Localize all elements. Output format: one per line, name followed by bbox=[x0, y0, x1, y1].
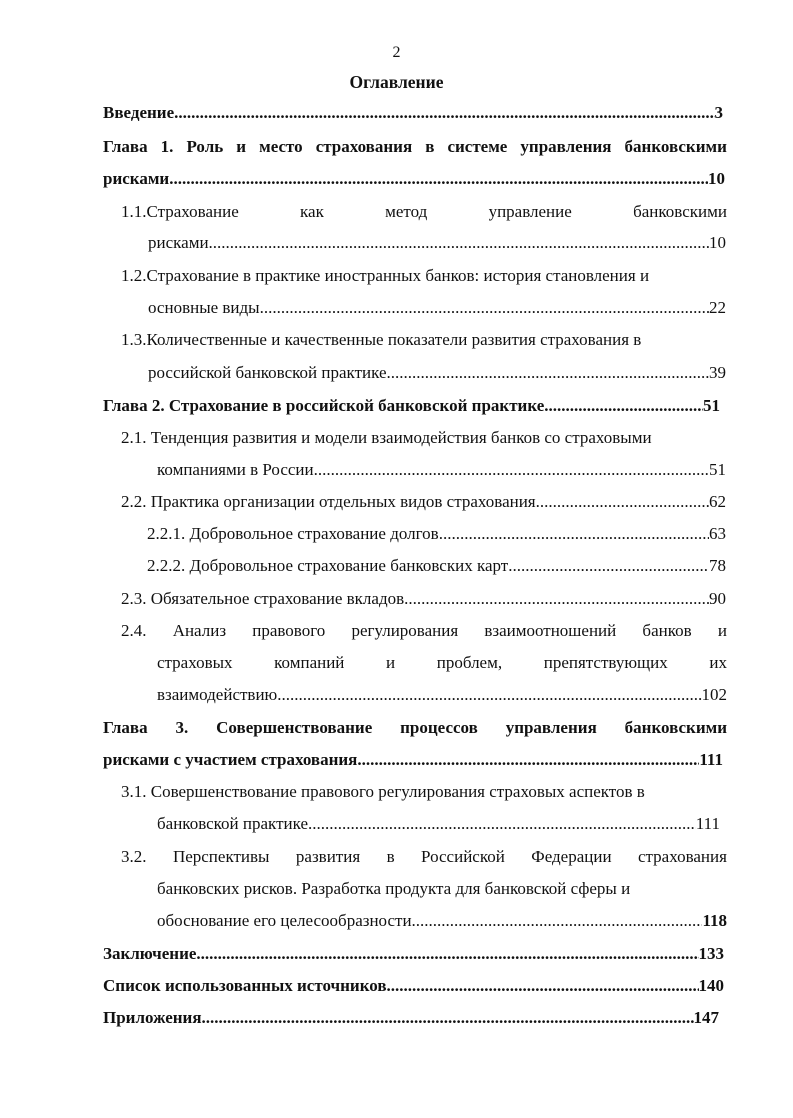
toc-entry-2-4-cont2[interactable] bbox=[157, 684, 727, 706]
toc-entry-chapter-3[interactable] bbox=[103, 717, 727, 739]
dot-leader bbox=[308, 813, 696, 835]
word: страхования bbox=[638, 847, 727, 866]
entry-page: 147 bbox=[693, 1008, 719, 1027]
entry-page: 22 bbox=[709, 298, 726, 317]
dot-leader bbox=[202, 1007, 694, 1029]
dot-leader bbox=[209, 232, 709, 254]
toc-entry-1-2[interactable] bbox=[121, 265, 727, 287]
entry-text: Глава 2. Страхование в российской банковской практике bbox=[103, 396, 545, 415]
word: взаимоотношений bbox=[484, 621, 617, 640]
word: и bbox=[717, 621, 727, 640]
entry-text: банковских рисков. Разработка продукта для банковской сферы и bbox=[157, 879, 631, 898]
entry-text: рисками bbox=[148, 233, 209, 252]
entry-text: 1.3.Количественные и качественные показатели развития страхования в bbox=[121, 330, 642, 349]
toc-entry-chapter-2[interactable] bbox=[103, 395, 720, 417]
word: Роль bbox=[186, 137, 224, 156]
toc-entry-3-2-cont[interactable] bbox=[157, 878, 727, 900]
word: 1. bbox=[160, 137, 174, 156]
toc-entry-2-2-1[interactable] bbox=[147, 523, 726, 545]
toc-entry-chapter-1[interactable] bbox=[103, 136, 727, 158]
entry-page: 118 bbox=[702, 911, 727, 930]
toc-entry-1-3[interactable] bbox=[121, 329, 727, 351]
word: системе bbox=[447, 137, 508, 156]
dot-leader bbox=[404, 588, 709, 610]
dot-leader bbox=[174, 102, 714, 124]
entry-page: 51 bbox=[703, 396, 720, 415]
entry-text: 3.1. Совершенствование правового регулирования страховых аспектов в bbox=[121, 782, 645, 801]
word: препятствующих bbox=[543, 653, 668, 672]
word: и bbox=[386, 653, 396, 672]
word: как bbox=[300, 202, 324, 221]
entry-text: 2.3. Обязательное страхование вкладов bbox=[121, 589, 405, 608]
word: Глава bbox=[103, 718, 148, 737]
toc-entry-1-1-cont[interactable] bbox=[148, 232, 726, 254]
word: в bbox=[386, 847, 395, 866]
toc-entry-appendix[interactable] bbox=[103, 1007, 719, 1029]
toc-entry-conclusion[interactable] bbox=[103, 943, 724, 965]
toc-entry-2-1-cont[interactable] bbox=[157, 459, 726, 481]
word: Перспективы bbox=[172, 847, 270, 866]
entry-page: 3 bbox=[714, 103, 723, 122]
word: 3. bbox=[175, 718, 189, 737]
entry-text: рисками bbox=[103, 169, 170, 188]
toc-entry-chapter-3-cont[interactable] bbox=[103, 749, 723, 771]
dot-leader bbox=[196, 943, 698, 965]
word: 3.2. bbox=[121, 847, 147, 866]
word: правового bbox=[252, 621, 326, 640]
entry-page: 90 bbox=[709, 589, 726, 608]
dot-leader bbox=[387, 362, 710, 384]
entry-page: 140 bbox=[698, 976, 724, 995]
dot-leader bbox=[508, 555, 709, 577]
entry-page: 111 bbox=[699, 750, 723, 769]
word: развития bbox=[295, 847, 361, 866]
entry-text: банковской практике bbox=[157, 814, 308, 833]
toc-entry-2-2-2[interactable] bbox=[147, 555, 726, 577]
entry-page: 78 bbox=[709, 556, 726, 575]
dot-leader bbox=[412, 910, 703, 932]
word: место bbox=[259, 137, 303, 156]
entry-text: 2.2.2. Добровольное страхование банковских карт bbox=[147, 556, 509, 575]
entry-text: 2.2. Практика организации отдельных видов страхования bbox=[121, 492, 536, 511]
page-number: 2 bbox=[392, 44, 401, 61]
entry-page: 111 bbox=[695, 814, 720, 833]
word: банковскими bbox=[624, 718, 727, 737]
word: 1.1.Страхование bbox=[121, 202, 239, 221]
entry-page: 51 bbox=[709, 460, 726, 479]
word: проблем, bbox=[436, 653, 503, 672]
toc-entry-2-3[interactable] bbox=[121, 588, 726, 610]
word: страхования bbox=[315, 137, 413, 156]
word: процессов bbox=[400, 718, 478, 737]
word: 2.4. bbox=[121, 621, 147, 640]
word: Совершенствование bbox=[216, 718, 373, 737]
entry-text: российской банковской практике bbox=[148, 363, 387, 382]
toc-title: Оглавление bbox=[349, 72, 444, 92]
word: компаний bbox=[274, 653, 345, 672]
entry-page: 39 bbox=[709, 363, 726, 382]
dot-leader bbox=[544, 395, 703, 417]
word: Анализ bbox=[172, 621, 227, 640]
entry-text: Приложения bbox=[103, 1008, 202, 1027]
word: управление bbox=[488, 202, 572, 221]
dot-leader bbox=[169, 168, 708, 190]
word: банков bbox=[642, 621, 692, 640]
word: Глава bbox=[103, 137, 148, 156]
word: в bbox=[425, 137, 435, 156]
entry-text: Список использованных источников bbox=[103, 976, 387, 995]
toc-entry-sources[interactable] bbox=[103, 975, 724, 997]
word: управления bbox=[520, 137, 612, 156]
toc-entry-3-2[interactable] bbox=[121, 846, 727, 868]
entry-text: 1.2.Страхование в практике иностранных банков: история становления и bbox=[121, 266, 650, 285]
toc-entry-1-1[interactable] bbox=[121, 201, 727, 223]
entry-page: 63 bbox=[709, 524, 726, 543]
toc-entry-3-2-cont2[interactable] bbox=[157, 910, 727, 932]
toc-entry-2-1[interactable] bbox=[121, 427, 727, 449]
word: страховых bbox=[157, 653, 233, 672]
entry-text: взаимодействию bbox=[157, 685, 278, 704]
entry-page: 10 bbox=[709, 233, 726, 252]
toc-entry-chapter-1-cont[interactable] bbox=[103, 168, 725, 190]
toc-entry-3-1-cont[interactable] bbox=[157, 813, 720, 835]
entry-text: рисками с участием страхования bbox=[103, 750, 358, 769]
entry-text: Заключение bbox=[103, 944, 197, 963]
toc-entry-3-1[interactable] bbox=[121, 781, 727, 803]
entry-text: Введение bbox=[103, 103, 175, 122]
dot-leader bbox=[260, 297, 709, 319]
dot-leader bbox=[277, 684, 701, 706]
entry-page: 62 bbox=[709, 492, 726, 511]
entry-text: обоснование его целесообразности bbox=[157, 911, 412, 930]
toc-entry-1-3-cont[interactable] bbox=[148, 362, 726, 384]
toc-entry-2-2[interactable] bbox=[121, 491, 726, 513]
dot-leader bbox=[314, 459, 709, 481]
word: банковскими bbox=[633, 202, 727, 221]
word: и bbox=[236, 137, 247, 156]
entry-page: 10 bbox=[708, 169, 725, 188]
dot-leader bbox=[357, 749, 699, 771]
word: Федерации bbox=[531, 847, 612, 866]
entry-page: 102 bbox=[701, 685, 727, 704]
word: их bbox=[709, 653, 727, 672]
entry-text: 2.2.1. Добровольное страхование долгов bbox=[147, 524, 439, 543]
dot-leader bbox=[387, 975, 699, 997]
dot-leader bbox=[536, 491, 709, 513]
word: метод bbox=[385, 202, 428, 221]
word: управления bbox=[505, 718, 597, 737]
toc-entry-2-4-cont[interactable] bbox=[157, 652, 727, 674]
entry-page: 133 bbox=[698, 944, 724, 963]
toc-entry-intro[interactable] bbox=[103, 102, 723, 124]
toc-entry-2-4[interactable] bbox=[121, 620, 727, 642]
entry-text: компаниями в России bbox=[157, 460, 314, 479]
dot-leader bbox=[439, 523, 709, 545]
entry-text: основные виды bbox=[148, 298, 260, 317]
word: регулирования bbox=[351, 621, 459, 640]
entry-text: 2.1. Тенденция развития и модели взаимодействия банков со страховыми bbox=[121, 428, 652, 447]
toc-entry-1-2-cont[interactable] bbox=[148, 297, 726, 319]
word: Российской bbox=[421, 847, 505, 866]
word: банковскими bbox=[624, 137, 727, 156]
